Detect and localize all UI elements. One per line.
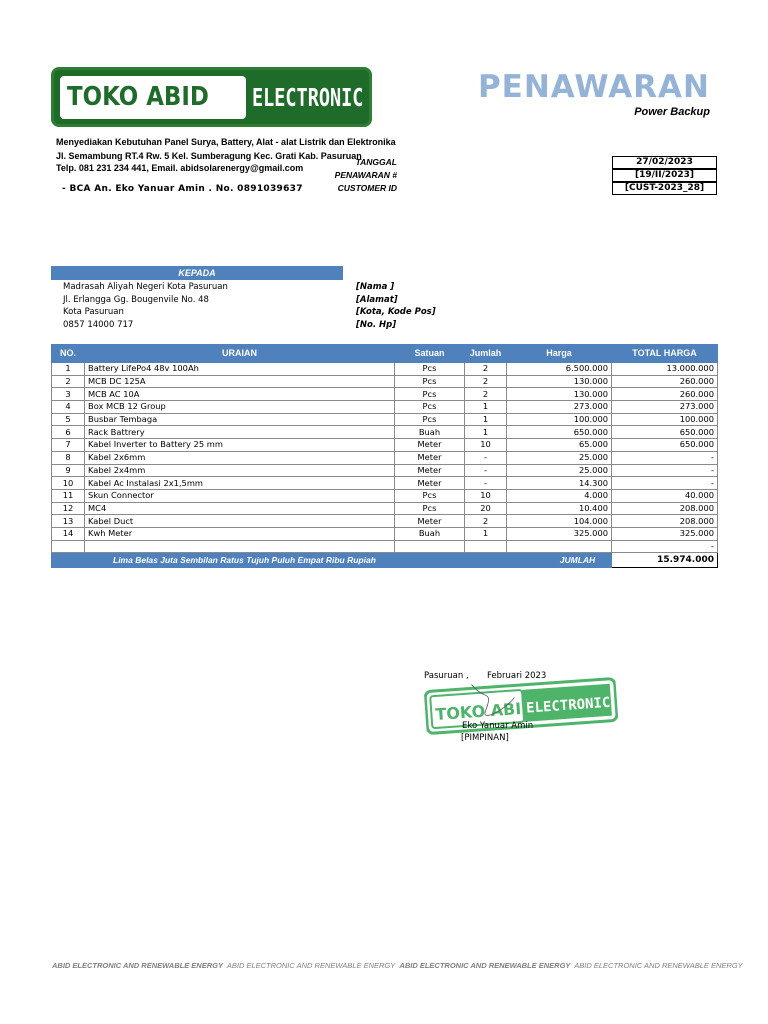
cell-harga: 14.300: [507, 477, 612, 490]
signature-date: Februari 2023: [487, 671, 547, 681]
signature-place: Pasuruan ,: [424, 671, 469, 681]
cell-jumlah: 1: [465, 413, 507, 426]
cell-jumlah: 2: [465, 363, 507, 376]
cell-no: 7: [52, 439, 85, 452]
cell-no: 10: [52, 477, 85, 490]
cell-uraian: Kabel Inverter to Battery 25 mm: [85, 439, 395, 452]
table-row: [52, 363, 718, 376]
cell-jumlah: 2: [465, 375, 507, 388]
table-header-row: [52, 345, 718, 363]
footer-text: ABID ELECTRONIC AND RENEWABLE ENERGY: [574, 961, 743, 970]
table-row: [52, 540, 718, 553]
page-footer: [52, 961, 743, 971]
logo-right-panel: [252, 76, 370, 119]
cell-harga: 104.000: [507, 515, 612, 528]
table-footer-row: [52, 553, 718, 568]
cell-satuan: Meter: [395, 439, 465, 452]
cell-harga: 65.000: [507, 439, 612, 452]
cell-total: -: [612, 477, 718, 490]
cell-jumlah: 1: [465, 426, 507, 439]
table-row: [52, 375, 718, 388]
cell-satuan: Pcs: [395, 375, 465, 388]
recipient-address: Jl. Erlangga Gg. Bougenvile No. 48: [63, 295, 209, 305]
footer-text: ABID ELECTRONIC AND RENEWABLE ENERGY: [226, 961, 396, 970]
table-row: [52, 464, 718, 477]
cell-satuan: Meter: [395, 477, 465, 490]
cell-no: 8: [52, 451, 85, 464]
cell-jumlah: -: [465, 477, 507, 490]
bank-account: - BCA An. Eko Yanuar Amin . No. 0891039637: [62, 184, 303, 194]
recipient-heading: KEPADA: [51, 266, 343, 280]
cell-jumlah: [465, 540, 507, 553]
cell-total: 100.000: [612, 413, 718, 426]
cell-jumlah: 2: [465, 388, 507, 401]
cell-harga: 130.000: [507, 375, 612, 388]
cell-uraian: Box MCB 12 Group: [85, 401, 395, 414]
cell-no: 1: [52, 363, 85, 376]
cell-harga: 10.400: [507, 502, 612, 515]
cell-total: -: [612, 540, 718, 553]
cell-uraian: Battery LifePo4 48v 100Ah: [85, 363, 395, 376]
cell-no: 13: [52, 515, 85, 528]
cell-uraian: MCB AC 10A: [85, 388, 395, 401]
cell-jumlah: 20: [465, 502, 507, 515]
cell-harga: 130.000: [507, 388, 612, 401]
cell-jumlah: 1: [465, 527, 507, 540]
footer-spacer: [52, 553, 85, 568]
cell-satuan: Pcs: [395, 502, 465, 515]
recipient-city: Kota Pasuruan: [63, 307, 124, 317]
cell-no: 11: [52, 489, 85, 502]
table-body: [52, 363, 718, 553]
cell-total: 208.000: [612, 502, 718, 515]
cell-no: 14: [52, 527, 85, 540]
cell-uraian: MC4: [85, 502, 395, 515]
svg-text:TOKO ABID: TOKO ABID: [434, 698, 536, 724]
cell-no: 4: [52, 401, 85, 414]
header-harga: Harga: [507, 345, 612, 363]
table-row: [52, 401, 718, 414]
header-jumlah: Jumlah: [465, 345, 507, 363]
cell-no: 12: [52, 502, 85, 515]
recipient-phone: 0857 14000 717: [63, 320, 134, 330]
meta-label: CUSTOMER ID: [337, 183, 397, 193]
cell-total: 260.000: [612, 388, 718, 401]
cell-total: 650.000: [612, 426, 718, 439]
cell-satuan: Meter: [395, 451, 465, 464]
cell-satuan: Meter: [395, 515, 465, 528]
cell-total: 325.000: [612, 527, 718, 540]
cell-total: 273.000: [612, 401, 718, 414]
cell-total: 40.000: [612, 489, 718, 502]
signer-role: [PIMPINAN]: [461, 733, 509, 743]
cell-jumlah: 10: [465, 439, 507, 452]
table-row: [52, 489, 718, 502]
cell-harga: 25.000: [507, 464, 612, 477]
table-row: [52, 388, 718, 401]
meta-label: PENAWARAN #: [334, 170, 397, 180]
logo-right-text: ELECTRONIC: [252, 83, 364, 112]
cell-total: 260.000: [612, 375, 718, 388]
cell-jumlah: 2: [465, 515, 507, 528]
header-total: TOTAL HARGA: [612, 345, 718, 363]
table-row: [52, 477, 718, 490]
cell-total: 13.000.000: [612, 363, 718, 376]
company-address: Jl. Semambung RT.4 Rw. 5 Kel. Sumberagung Kec. Grati Kab. Pasuruan: [56, 151, 362, 161]
cell-harga: 4.000: [507, 489, 612, 502]
table-row: [52, 515, 718, 528]
cell-satuan: Buah: [395, 527, 465, 540]
cell-satuan: [395, 540, 465, 553]
document-subtitle: Power Backup: [634, 106, 710, 118]
cell-jumlah: 10: [465, 489, 507, 502]
cell-uraian: Kabel 2x4mm: [85, 464, 395, 477]
footer-text: ABID ELECTRONIC AND RENEWABLE ENERGY: [52, 961, 223, 970]
cell-uraian: MCB DC 125A: [85, 375, 395, 388]
header-uraian: URAIAN: [85, 345, 395, 363]
cell-uraian: Skun Connector: [85, 489, 395, 502]
logo-left-text: TOKO ABID: [67, 82, 209, 112]
placeholder-address: [Alamat]: [356, 295, 398, 305]
recipient-name: Madrasah Aliyah Negeri Kota Pasuruan: [63, 282, 228, 292]
cell-uraian: [85, 540, 395, 553]
amount-in-words: Lima Belas Juta Sembilan Ratus Tujuh Puluh Empat Ribu Rupiah: [85, 553, 507, 568]
cell-satuan: Pcs: [395, 401, 465, 414]
cell-satuan: Meter: [395, 464, 465, 477]
cell-uraian: Rack Battrery: [85, 426, 395, 439]
svg-text:ELECTRONIC: ELECTRONIC: [525, 694, 611, 717]
cell-harga: 650.000: [507, 426, 612, 439]
cell-no: 5: [52, 413, 85, 426]
meta-value: [19/II/2023]: [612, 169, 717, 182]
cell-harga: 100.000: [507, 413, 612, 426]
meta-label: TANGGAL: [355, 157, 397, 167]
cell-no: 6: [52, 426, 85, 439]
logo-left-panel: [60, 76, 246, 119]
cell-jumlah: -: [465, 451, 507, 464]
signer-name: Eko Yanuar Amin: [462, 721, 534, 731]
meta-value: 27/02/2023: [612, 156, 717, 169]
company-tagline: Menyediakan Kebutuhan Panel Surya, Battery, Alat - alat Listrik dan Elektronika: [56, 137, 396, 147]
header-satuan: Satuan: [395, 345, 465, 363]
company-logo: [51, 67, 372, 127]
cell-jumlah: -: [465, 464, 507, 477]
cell-uraian: Kabel Ac Instalasi 2x1,5mm: [85, 477, 395, 490]
cell-harga: 6.500.000: [507, 363, 612, 376]
company-contact: Telp. 081 231 234 441, Email. abidsolarenergy@gmail.com: [56, 163, 304, 173]
cell-harga: [507, 540, 612, 553]
cell-no: 2: [52, 375, 85, 388]
footer-text: ABID ELECTRONIC AND RENEWABLE ENERGY: [399, 961, 571, 970]
table-row: [52, 527, 718, 540]
document-title: PENAWARAN: [477, 69, 710, 105]
cell-uraian: Busbar Tembaga: [85, 413, 395, 426]
cell-satuan: Buah: [395, 426, 465, 439]
cell-no: 3: [52, 388, 85, 401]
cell-no: 9: [52, 464, 85, 477]
placeholder-name: [Nama ]: [356, 282, 395, 292]
table-row: [52, 439, 718, 452]
cell-harga: 273.000: [507, 401, 612, 414]
header-no: NO.: [52, 345, 85, 363]
meta-value: [CUST-2023_28]: [612, 182, 717, 195]
grand-total: 15.974.000: [612, 553, 718, 568]
cell-satuan: Pcs: [395, 363, 465, 376]
table-row: [52, 426, 718, 439]
placeholder-phone: [No. Hp]: [356, 320, 397, 330]
cell-total: -: [612, 451, 718, 464]
cell-total: 650.000: [612, 439, 718, 452]
items-table: [51, 344, 718, 568]
cell-uraian: Kwh Meter: [85, 527, 395, 540]
cell-satuan: Pcs: [395, 413, 465, 426]
cell-no: [52, 540, 85, 553]
table-row: [52, 413, 718, 426]
total-label: JUMLAH: [507, 553, 612, 568]
placeholder-city: [Kota, Kode Pos]: [356, 307, 436, 317]
cell-total: -: [612, 464, 718, 477]
cell-jumlah: 1: [465, 401, 507, 414]
cell-satuan: Pcs: [395, 489, 465, 502]
cell-uraian: Kabel Duct: [85, 515, 395, 528]
table-row: [52, 502, 718, 515]
cell-uraian: Kabel 2x6mm: [85, 451, 395, 464]
table-row: [52, 451, 718, 464]
cell-harga: 25.000: [507, 451, 612, 464]
cell-total: 208.000: [612, 515, 718, 528]
cell-harga: 325.000: [507, 527, 612, 540]
cell-satuan: Pcs: [395, 388, 465, 401]
